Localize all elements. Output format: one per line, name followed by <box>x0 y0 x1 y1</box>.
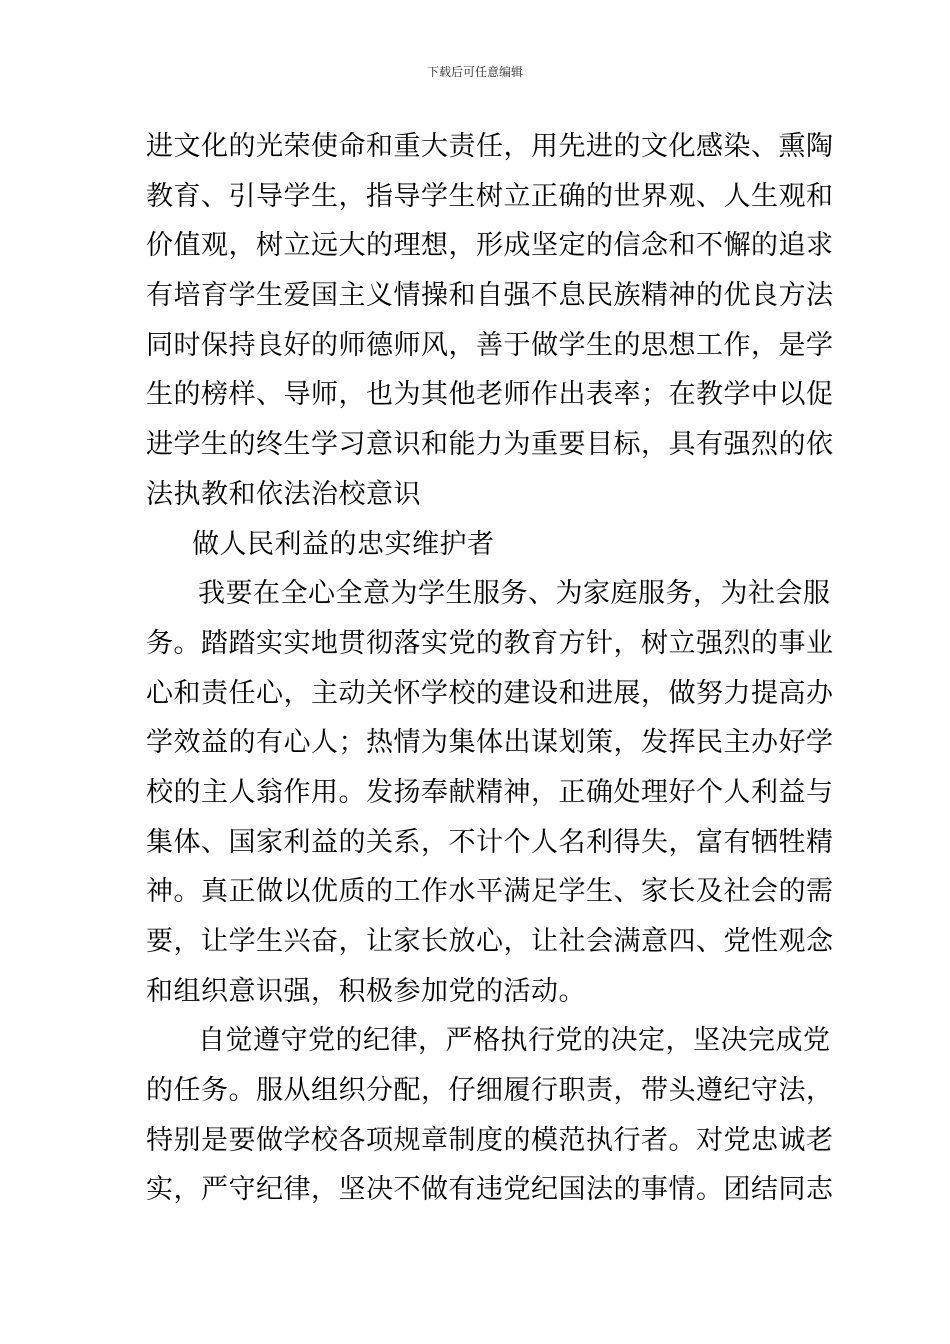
text-line: 进文化的光荣使命和重大责任，用先进的文化感染、熏陶 <box>146 131 834 162</box>
page-header: 下载后可任意编辑 <box>426 65 523 79</box>
text-line: 自觉遵守党的纪律，严格执行党的决定，坚决完成党 <box>198 1025 831 1057</box>
text-line: 校的主人翁作用。发扬奉献精神，正确处理好个人利益与 <box>146 776 834 808</box>
text-line: 特别是要做学校各项规章制度的模范执行者。对党忠诚老 <box>146 1124 834 1156</box>
body-text <box>146 122 834 1215</box>
text-line: 神。真正做以优质的工作水平满足学生、家长及社会的需 <box>146 876 834 908</box>
text-line: 生的榜样、导师，也为其他老师作出表率；在教学中以促 <box>146 379 834 411</box>
text-line: 心和责任心，主动关怀学校的建设和进展，做努力提高办 <box>146 677 834 709</box>
text-line: 实，严守纪律，坚决不做有违党纪国法的事情。团结同志 <box>146 1174 834 1206</box>
text-line: 同时保持良好的师德师风，善于做学生的思想工作，是学 <box>146 329 834 361</box>
text-line: 有培育学生爱国主义情操和自强不息民族精神的优良方法 <box>146 280 834 312</box>
text-line: 进学生的终生学习意识和能力为重要目标，具有强烈的依 <box>146 429 834 461</box>
text-line: 学效益的有心人；热情为集体出谋划策，发挥民主办好学 <box>146 727 834 759</box>
text-line: 要，让学生兴奋，让家长放心，让社会满意四、党性观念 <box>146 926 834 957</box>
text-line: 我要在全心全意为学生服务、为家庭服务，为社会服 <box>198 578 831 610</box>
section-heading: 做人民利益的忠实维护者 <box>192 528 495 560</box>
text-line: 教育、引导学生，指导学生树立正确的世界观、人生观和 <box>146 180 834 212</box>
text-line: 法执教和依法治校意识 <box>146 478 421 510</box>
text-line: 的任务。服从组织分配，仔细履行职责，带头遵纪守法， <box>146 1075 834 1107</box>
text-line: 和组织意识强，积极参加党的活动。 <box>146 975 586 1007</box>
text-line: 价值观，树立远大的理想，形成坚定的信念和不懈的追求 <box>146 230 834 262</box>
text-line: 集体、国家利益的关系，不计个人名利得失，富有牺牲精 <box>146 826 834 858</box>
text-line: 务。踏踏实实地贯彻落实党的教育方针，树立强烈的事业 <box>146 627 834 659</box>
